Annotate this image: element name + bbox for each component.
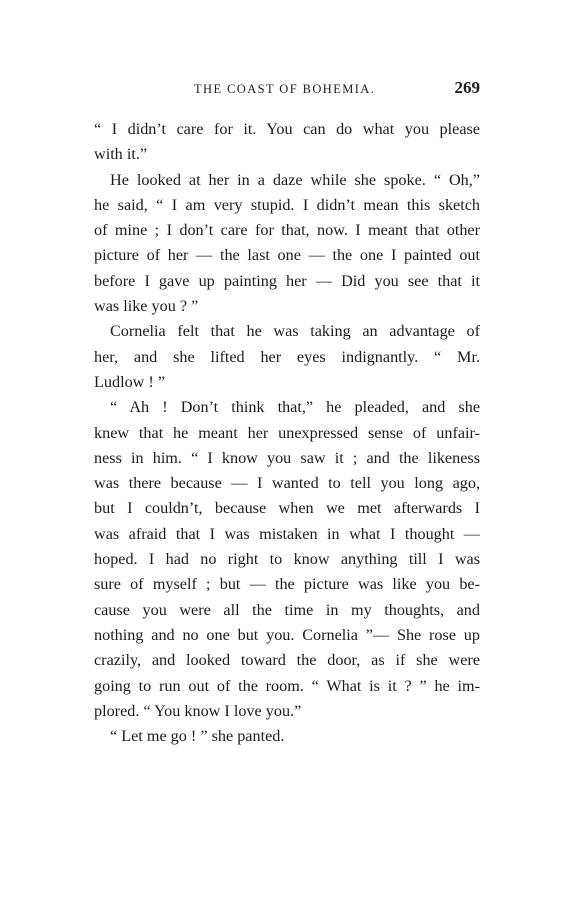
text-line: Cornelia felt that he was taking an advantage of <box>110 322 480 341</box>
text-line: was afraid that I was mistaken in what I thought — <box>94 524 480 543</box>
text-line: picture of her — the last one — the one I painted out <box>94 246 480 265</box>
running-header <box>94 78 480 102</box>
text-line: of mine ; I don’t care for that, now. I meant that other <box>94 221 480 240</box>
body-text <box>94 117 480 749</box>
text-line: hoped. I had no right to know anything till I was <box>94 550 480 569</box>
text-line: knew that he meant her unexpressed sense of unfair- <box>94 423 480 442</box>
text-line: cause you were all the time in my thoughts, and <box>94 600 480 619</box>
text-line: He looked at her in a daze while she spoke. “ Oh,” <box>110 170 480 189</box>
page-number: 269 <box>454 78 480 97</box>
text-line: was like you ? ” <box>94 297 199 316</box>
text-line: ness in him. “ I know you saw it ; and the likeness <box>94 448 480 467</box>
running-title: THE COAST OF BOHEMIA. <box>194 82 376 96</box>
text-line: “ I didn’t care for it. You can do what you please <box>94 120 480 138</box>
text-line: with it.” <box>94 145 148 164</box>
text-line: before I gave up painting her — Did you see that it <box>94 271 480 290</box>
text-line: Ludlow ! ” <box>94 372 166 391</box>
text-line: her, and she lifted her eyes indignantly. “ Mr. <box>94 347 480 366</box>
text-line: “ Ah ! Don’t think that,” he pleaded, and she <box>110 398 480 417</box>
text-line: “ Let me go ! ” she panted. <box>110 727 285 746</box>
text-line: but I couldn’t, because when we met afterwards I <box>94 499 480 518</box>
text-line: was there because — I wanted to tell you long ago, <box>94 474 480 493</box>
text-line: he said, “ I am very stupid. I didn’t mean this sketch <box>94 195 480 214</box>
text-line: plored. “ You know I love you.” <box>94 701 302 720</box>
text-line: crazily, and looked toward the door, as if she were <box>94 651 480 670</box>
text-line: sure of myself ; but — the picture was like you be- <box>94 575 480 594</box>
text-line: nothing and no one but you. Cornelia ”— She rose up <box>94 625 480 644</box>
text-line: going to run out of the room. “ What is it ? ” he im- <box>94 676 480 695</box>
